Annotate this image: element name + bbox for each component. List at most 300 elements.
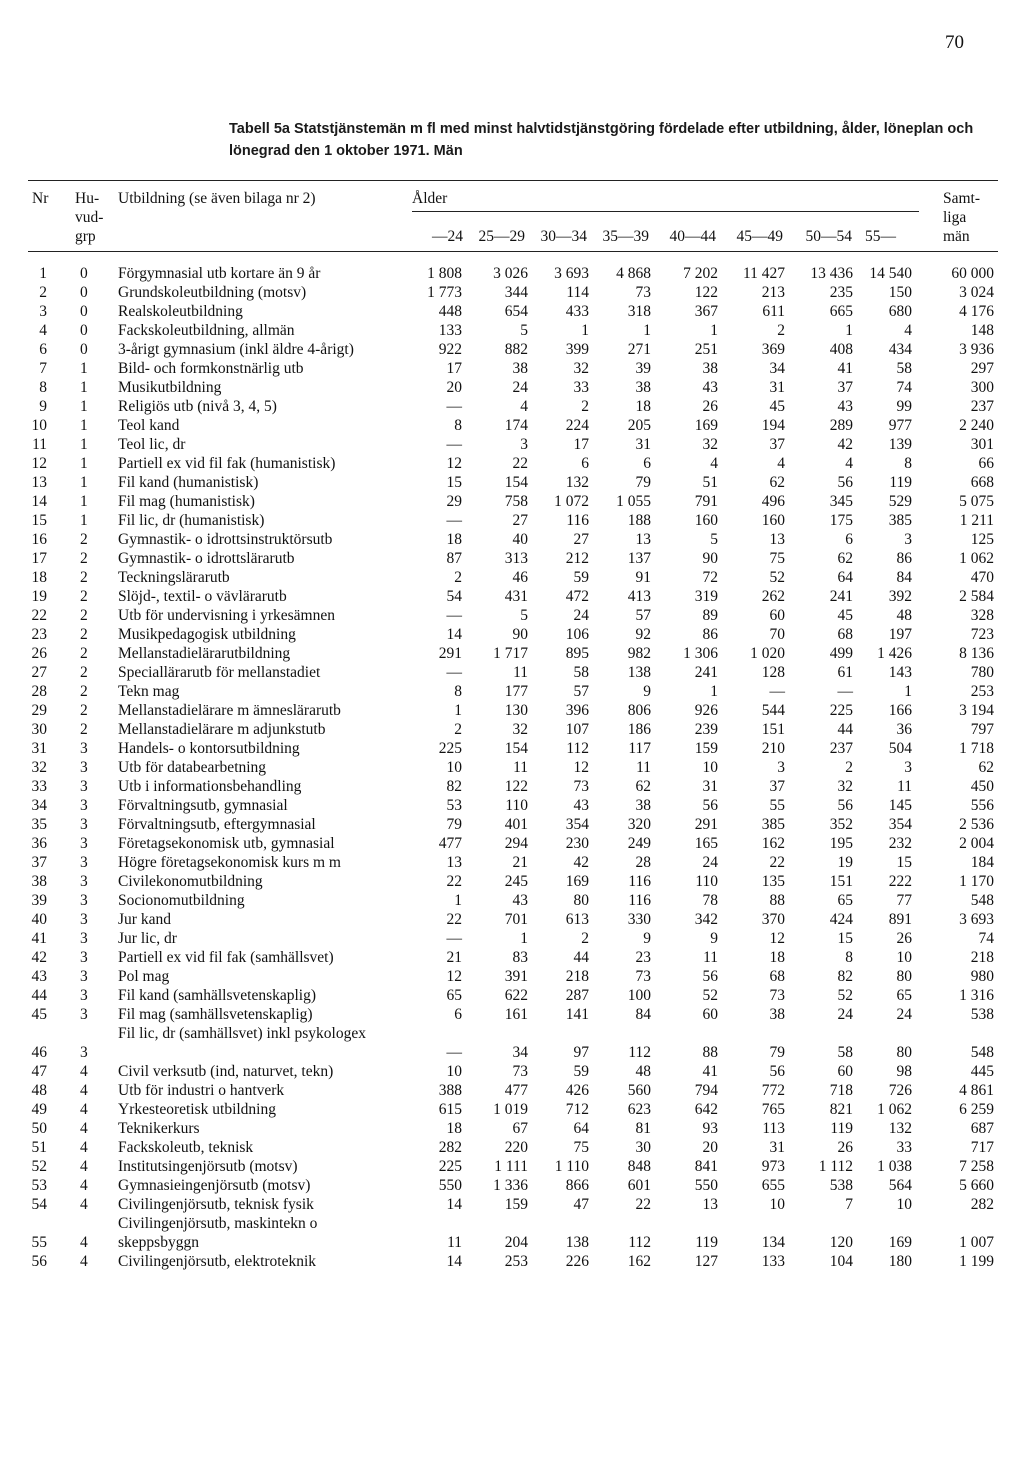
cell-age-55: 143 [888, 664, 912, 681]
row-huvudgrp: 0 [80, 284, 88, 301]
cell-age-50-54: 52 [837, 987, 853, 1004]
cell-age-35-39: 6 [643, 455, 651, 472]
table-row [0, 1252, 1024, 1271]
row-utbildning: Utb för undervisning i yrkesämnen [118, 607, 335, 624]
cell-age-25-29: 1 111 [494, 1158, 528, 1175]
row-huvudgrp: 3 [80, 911, 88, 928]
cell-age-25-29: 24 [512, 379, 528, 396]
cell-age-25-29: 245 [504, 873, 528, 890]
cell-age-55: 132 [888, 1120, 912, 1137]
row-utbildning: Civilingenjörsutb, teknisk fysik [118, 1196, 314, 1213]
cell-age-35-39: 982 [627, 645, 651, 662]
cell-age-30-34: 132 [565, 474, 589, 491]
cell-age-25-29: 1 [520, 930, 528, 947]
cell-age-50-54: 42 [837, 436, 853, 453]
cell-age-24: 18 [446, 1120, 462, 1137]
cell-age-35-39: 116 [628, 873, 651, 890]
row-nr: 34 [31, 797, 47, 814]
row-utbildning: Handels- o kontorsutbildning [118, 740, 300, 757]
cell-age-24: 448 [438, 303, 462, 320]
cell-age-55: 10 [896, 949, 912, 966]
cell-age-45-49: 70 [769, 626, 785, 643]
table-row [0, 1119, 1024, 1138]
cell-age-40-44: 239 [694, 721, 718, 738]
cell-age-35-39: 249 [627, 835, 651, 852]
row-huvudgrp: 3 [80, 968, 88, 985]
cell-age-40-44: 13 [702, 1196, 718, 1213]
cell-age-40-44: 291 [694, 816, 718, 833]
header-huvudgrp-line1: Hu- [75, 190, 100, 207]
cell-age-35-39: 28 [635, 854, 651, 871]
cell-age-30-34: 27 [573, 531, 589, 548]
cell-age-50-54: 56 [837, 797, 853, 814]
cell-age-35-39: 81 [635, 1120, 651, 1137]
cell-age-25-29: 83 [512, 949, 528, 966]
row-huvudgrp: 2 [80, 550, 88, 567]
table-row [0, 701, 1024, 720]
row-utbildning: Civilingenjörsutb, elektroteknik [118, 1253, 317, 1270]
row-nr: 53 [31, 1177, 47, 1194]
cell-age-24: 225 [438, 1158, 462, 1175]
row-utbildning: Utb i informationsbehandling [118, 778, 302, 795]
cell-age-40-44: 93 [702, 1120, 718, 1137]
cell-age-45-49: 370 [761, 911, 785, 928]
table-row [0, 1005, 1024, 1024]
cell-age-35-39: 9 [643, 683, 651, 700]
cell-age-30-34: 112 [566, 740, 589, 757]
row-utbildning: Civilekonomutbildning [118, 873, 263, 890]
row-utbildning: Gymnasieingenjörsutb (motsv) [118, 1177, 311, 1194]
table-row [0, 1062, 1024, 1081]
cell-age-25-29: 654 [504, 303, 528, 320]
cell-age-55: 891 [888, 911, 912, 928]
header-age-2: 30—34 [540, 228, 587, 245]
table-row [0, 302, 1024, 321]
cell-age-40-44: 642 [694, 1101, 718, 1118]
cell-age-25-29: 344 [504, 284, 528, 301]
cell-age-30-34: 712 [565, 1101, 589, 1118]
cell-age-55: 33 [896, 1139, 912, 1156]
cell-age-55: 24 [896, 1006, 912, 1023]
table-row [0, 606, 1024, 625]
cell-age-40-44: 319 [694, 588, 718, 605]
cell-age-55: 726 [888, 1082, 912, 1099]
header-age-7: 55— [865, 228, 896, 245]
row-utbildning: Speciallärarutb för mellanstadiet [118, 664, 321, 681]
cell-age-25-29: 253 [504, 1253, 528, 1270]
cell-age-35-39: 73 [635, 968, 651, 985]
row-huvudgrp: 4 [80, 1158, 88, 1175]
table-row [0, 625, 1024, 644]
cell-age-30-34: 32 [573, 360, 589, 377]
cell-age-30-34: 287 [565, 987, 589, 1004]
cell-age-24: 11 [447, 1234, 462, 1251]
table-row [0, 948, 1024, 967]
row-utbildning: Grundskoleutbildning (motsv) [118, 284, 307, 301]
cell-age-25-29: 67 [512, 1120, 528, 1137]
cell-age-35-39: 137 [627, 550, 651, 567]
cell-age-35-39: 1 [643, 322, 651, 339]
table-row [0, 492, 1024, 511]
cell-age-30-34: 224 [565, 417, 589, 434]
cell-samtliga: 5 660 [959, 1177, 994, 1194]
row-huvudgrp: 2 [80, 721, 88, 738]
row-nr: 17 [31, 550, 47, 567]
cell-age-55: 3 [904, 531, 912, 548]
row-utbildning: Jur kand [118, 911, 171, 928]
row-utbildning: Fil mag (humanistisk) [118, 493, 255, 510]
row-utbildning: 3-årigt gymnasium (inkl äldre 4-årigt) [118, 341, 354, 358]
cell-age-35-39: 117 [628, 740, 651, 757]
cell-age-55: 680 [888, 303, 912, 320]
cell-age-30-34: 2 [581, 930, 589, 947]
cell-samtliga: 282 [970, 1196, 994, 1213]
table-row [0, 1138, 1024, 1157]
cell-age-45-49: 544 [761, 702, 785, 719]
cell-age-50-54: 19 [837, 854, 853, 871]
cell-samtliga: 184 [970, 854, 994, 871]
row-nr: 42 [31, 949, 47, 966]
cell-age-25-29: 220 [504, 1139, 528, 1156]
row-utbildning: Institutsingenjörsutb (motsv) [118, 1158, 298, 1175]
row-nr: 30 [31, 721, 47, 738]
cell-age-55: 1 038 [877, 1158, 912, 1175]
cell-age-50-54: — [837, 683, 853, 700]
cell-age-25-29: 477 [504, 1082, 528, 1099]
cell-age-24: — [446, 664, 462, 681]
cell-age-25-29: 701 [504, 911, 528, 928]
header-alder: Ålder [412, 190, 448, 207]
cell-age-30-34: 107 [565, 721, 589, 738]
cell-age-50-54: 1 112 [818, 1158, 853, 1175]
cell-age-30-34: 138 [565, 1234, 589, 1251]
cell-samtliga: 148 [970, 322, 994, 339]
cell-age-50-54: 120 [829, 1234, 853, 1251]
cell-samtliga: 1 718 [959, 740, 994, 757]
cell-age-45-49: 60 [769, 607, 785, 624]
row-huvudgrp: 4 [80, 1177, 88, 1194]
row-nr: 40 [31, 911, 47, 928]
row-utbildning: Tekn mag [118, 683, 180, 700]
cell-age-45-49: 1 020 [750, 645, 785, 662]
cell-age-40-44: 88 [702, 1044, 718, 1061]
row-nr: 8 [39, 379, 47, 396]
table-row [0, 1195, 1024, 1214]
cell-age-25-29: 1 336 [493, 1177, 528, 1194]
cell-age-30-34: 58 [573, 664, 589, 681]
row-huvudgrp: 3 [80, 949, 88, 966]
row-huvudgrp: 4 [80, 1120, 88, 1137]
row-utbildning: Gymnastik- o idrottsinstruktörsutb [118, 531, 333, 548]
cell-age-25-29: 32 [512, 721, 528, 738]
cell-age-25-29: 1 019 [493, 1101, 528, 1118]
cell-age-45-49: 369 [761, 341, 785, 358]
table-row [0, 530, 1024, 549]
cell-age-40-44: 127 [694, 1253, 718, 1270]
row-huvudgrp: 2 [80, 569, 88, 586]
cell-age-35-39: 186 [627, 721, 651, 738]
cell-age-24: 13 [446, 854, 462, 871]
cell-age-55: 564 [888, 1177, 912, 1194]
cell-age-24: 21 [446, 949, 462, 966]
cell-age-30-34: 33 [573, 379, 589, 396]
row-huvudgrp: 3 [80, 797, 88, 814]
cell-age-45-49: 73 [769, 987, 785, 1004]
row-utbildning: Partiell ex vid fil fak (samhällsvet) [118, 949, 334, 966]
cell-samtliga: 1 316 [959, 987, 994, 1004]
row-utbildning: Musikutbildning [118, 379, 222, 396]
cell-age-25-29: 622 [504, 987, 528, 1004]
cell-samtliga: 668 [970, 474, 994, 491]
cell-age-45-49: 79 [769, 1044, 785, 1061]
cell-age-24: 1 [454, 702, 462, 719]
cell-samtliga: 548 [970, 892, 994, 909]
cell-age-45-49: 2 [777, 322, 785, 339]
cell-age-40-44: 56 [702, 968, 718, 985]
cell-age-35-39: 271 [627, 341, 651, 358]
cell-age-50-54: 7 [845, 1196, 853, 1213]
row-huvudgrp: 2 [80, 607, 88, 624]
cell-age-24: 14 [446, 626, 462, 643]
cell-age-25-29: 11 [513, 759, 528, 776]
row-nr: 46 [31, 1044, 47, 1061]
table-row [0, 340, 1024, 359]
cell-age-50-54: 175 [829, 512, 853, 529]
cell-age-55: 232 [888, 835, 912, 852]
cell-age-45-49: 68 [769, 968, 785, 985]
header-top-rule [28, 180, 998, 181]
row-utbildning: Fil lic, dr (samhällsvet) inkl psykologex [118, 1025, 366, 1042]
cell-age-50-54: 6 [845, 531, 853, 548]
cell-age-50-54: 43 [837, 398, 853, 415]
cell-age-30-34: 895 [565, 645, 589, 662]
row-nr: 4 [39, 322, 47, 339]
cell-age-25-29: 177 [504, 683, 528, 700]
cell-age-24: 225 [438, 740, 462, 757]
cell-samtliga: 5 075 [959, 493, 994, 510]
cell-age-24: 22 [446, 873, 462, 890]
cell-age-30-34: 44 [573, 949, 589, 966]
cell-age-50-54: 58 [837, 1044, 853, 1061]
cell-age-45-49: 133 [761, 1253, 785, 1270]
age-group-rule [412, 211, 919, 212]
cell-age-55: 4 [904, 322, 912, 339]
cell-samtliga: 4 861 [959, 1082, 994, 1099]
cell-age-40-44: 52 [702, 987, 718, 1004]
cell-age-35-39: 162 [627, 1253, 651, 1270]
cell-age-40-44: 1 [710, 683, 718, 700]
cell-samtliga: 218 [970, 949, 994, 966]
cell-age-35-39: 413 [627, 588, 651, 605]
cell-age-40-44: 550 [694, 1177, 718, 1194]
row-nr: 3 [39, 303, 47, 320]
row-utbildning: Teknikerkurs [118, 1120, 200, 1137]
cell-age-35-39: 4 868 [616, 265, 651, 282]
cell-age-24: — [446, 436, 462, 453]
cell-age-24: 6 [454, 1006, 462, 1023]
cell-age-35-39: 13 [635, 531, 651, 548]
cell-samtliga: 8 136 [959, 645, 994, 662]
cell-age-40-44: 11 [703, 949, 718, 966]
cell-age-50-54: 225 [829, 702, 853, 719]
cell-samtliga: 3 194 [959, 702, 994, 719]
cell-age-24: — [446, 930, 462, 947]
row-huvudgrp: 4 [80, 1139, 88, 1156]
cell-age-35-39: 9 [643, 930, 651, 947]
cell-age-55: 354 [888, 816, 912, 833]
cell-age-55: 98 [896, 1063, 912, 1080]
table-row [0, 929, 1024, 948]
cell-age-30-34: 57 [573, 683, 589, 700]
cell-samtliga: 556 [970, 797, 994, 814]
row-nr: 32 [31, 759, 47, 776]
header-huvudgrp-line3: grp [75, 228, 96, 245]
cell-age-55: 977 [888, 417, 912, 434]
cell-age-45-49: 385 [761, 816, 785, 833]
cell-age-30-34: 97 [573, 1044, 589, 1061]
cell-age-30-34: 24 [573, 607, 589, 624]
cell-age-50-54: 104 [829, 1253, 853, 1270]
row-nr: 56 [31, 1253, 47, 1270]
cell-age-45-49: 160 [761, 512, 785, 529]
cell-age-55: 14 540 [869, 265, 912, 282]
cell-age-50-54: 24 [837, 1006, 853, 1023]
cell-age-35-39: 112 [628, 1044, 651, 1061]
cell-age-40-44: 38 [702, 360, 718, 377]
cell-age-45-49: 22 [769, 854, 785, 871]
cell-age-25-29: 174 [504, 417, 528, 434]
cell-age-24: 477 [438, 835, 462, 852]
cell-samtliga: 74 [978, 930, 994, 947]
row-nr: 28 [31, 683, 47, 700]
cell-age-40-44: 169 [694, 417, 718, 434]
cell-age-35-39: 62 [635, 778, 651, 795]
cell-age-25-29: 882 [504, 341, 528, 358]
cell-age-25-29: 43 [512, 892, 528, 909]
row-utbildning: Förgymnasial utb kortare än 9 år [118, 265, 321, 282]
cell-age-35-39: 92 [635, 626, 651, 643]
cell-age-30-34: 433 [565, 303, 589, 320]
cell-age-40-44: 32 [702, 436, 718, 453]
cell-age-50-54: 352 [829, 816, 853, 833]
cell-age-25-29: 21 [512, 854, 528, 871]
row-huvudgrp: 2 [80, 702, 88, 719]
cell-samtliga: 1 199 [959, 1253, 994, 1270]
cell-age-24: — [446, 512, 462, 529]
cell-samtliga: 66 [978, 455, 994, 472]
cell-age-55: 166 [888, 702, 912, 719]
table-row [0, 321, 1024, 340]
cell-age-55: 99 [896, 398, 912, 415]
cell-age-35-39: 31 [635, 436, 651, 453]
row-nr: 13 [31, 474, 47, 491]
cell-age-40-44: 20 [702, 1139, 718, 1156]
row-utbildning: Musikpedagogisk utbildning [118, 626, 296, 643]
row-utbildning: Civil verksutb (ind, naturvet, tekn) [118, 1063, 334, 1080]
cell-age-40-44: 78 [702, 892, 718, 909]
row-huvudgrp: 2 [80, 626, 88, 643]
cell-age-55: 36 [896, 721, 912, 738]
row-huvudgrp: 1 [80, 474, 88, 491]
cell-age-40-44: 10 [702, 759, 718, 776]
row-nr: 7 [39, 360, 47, 377]
cell-age-24: 29 [446, 493, 462, 510]
cell-age-55: 3 [904, 759, 912, 776]
row-huvudgrp: 3 [80, 892, 88, 909]
cell-age-45-49: 772 [761, 1082, 785, 1099]
header-huvudgrp-line2: vud- [75, 209, 104, 226]
cell-age-35-39: 11 [636, 759, 651, 776]
cell-age-30-34: 80 [573, 892, 589, 909]
row-nr: 45 [31, 1006, 47, 1023]
cell-age-55: 15 [896, 854, 912, 871]
row-nr: 29 [31, 702, 47, 719]
cell-age-40-44: 1 306 [683, 645, 718, 662]
cell-age-50-54: 44 [837, 721, 853, 738]
row-utbildning: Utb för industri o hantverk [118, 1082, 285, 1099]
row-utbildning: Bild- och formkonstnärlig utb [118, 360, 304, 377]
cell-age-55: 80 [896, 968, 912, 985]
cell-age-40-44: 9 [710, 930, 718, 947]
table-row [0, 967, 1024, 986]
cell-age-30-34: 59 [573, 1063, 589, 1080]
cell-age-50-54: 45 [837, 607, 853, 624]
row-utbildning: Utb för databearbetning [118, 759, 267, 776]
cell-age-24: 20 [446, 379, 462, 396]
cell-age-24: 282 [438, 1139, 462, 1156]
cell-age-50-54: 665 [829, 303, 853, 320]
row-huvudgrp: 4 [80, 1082, 88, 1099]
cell-age-30-34: 218 [565, 968, 589, 985]
row-huvudgrp: 0 [80, 303, 88, 320]
cell-samtliga: 297 [970, 360, 994, 377]
header-age-6: 50—54 [805, 228, 852, 245]
cell-age-45-49: 34 [769, 360, 785, 377]
cell-age-30-34: 472 [565, 588, 589, 605]
cell-age-55: 77 [896, 892, 912, 909]
cell-age-45-49: 496 [761, 493, 785, 510]
cell-age-25-29: 73 [512, 1063, 528, 1080]
header-bottom-rule [28, 251, 998, 252]
cell-samtliga: 450 [970, 778, 994, 795]
cell-samtliga: 7 258 [959, 1158, 994, 1175]
cell-age-55: 1 [904, 683, 912, 700]
cell-samtliga: 4 176 [959, 303, 994, 320]
cell-age-35-39: 73 [635, 284, 651, 301]
cell-age-24: 17 [446, 360, 462, 377]
cell-age-40-44: 241 [694, 664, 718, 681]
cell-age-55: 84 [896, 569, 912, 586]
row-utbildning: Mellanstadielärare m ämneslärarutb [118, 702, 341, 719]
cell-age-25-29: 161 [504, 1006, 528, 1023]
row-nr: 54 [31, 1196, 47, 1213]
table-row [0, 834, 1024, 853]
table-row [0, 910, 1024, 929]
cell-age-25-29: 3 [520, 436, 528, 453]
cell-age-40-44: 86 [702, 626, 718, 643]
cell-age-24: 65 [446, 987, 462, 1004]
cell-age-50-54: 119 [830, 1120, 853, 1137]
cell-age-24: 133 [438, 322, 462, 339]
row-nr: 43 [31, 968, 47, 985]
cell-age-55: 169 [888, 1234, 912, 1251]
row-huvudgrp: 3 [80, 778, 88, 795]
cell-age-25-29: 431 [504, 588, 528, 605]
cell-age-45-49: 134 [761, 1234, 785, 1251]
cell-age-45-49: 56 [769, 1063, 785, 1080]
cell-age-45-49: 128 [761, 664, 785, 681]
row-huvudgrp: 4 [80, 1196, 88, 1213]
